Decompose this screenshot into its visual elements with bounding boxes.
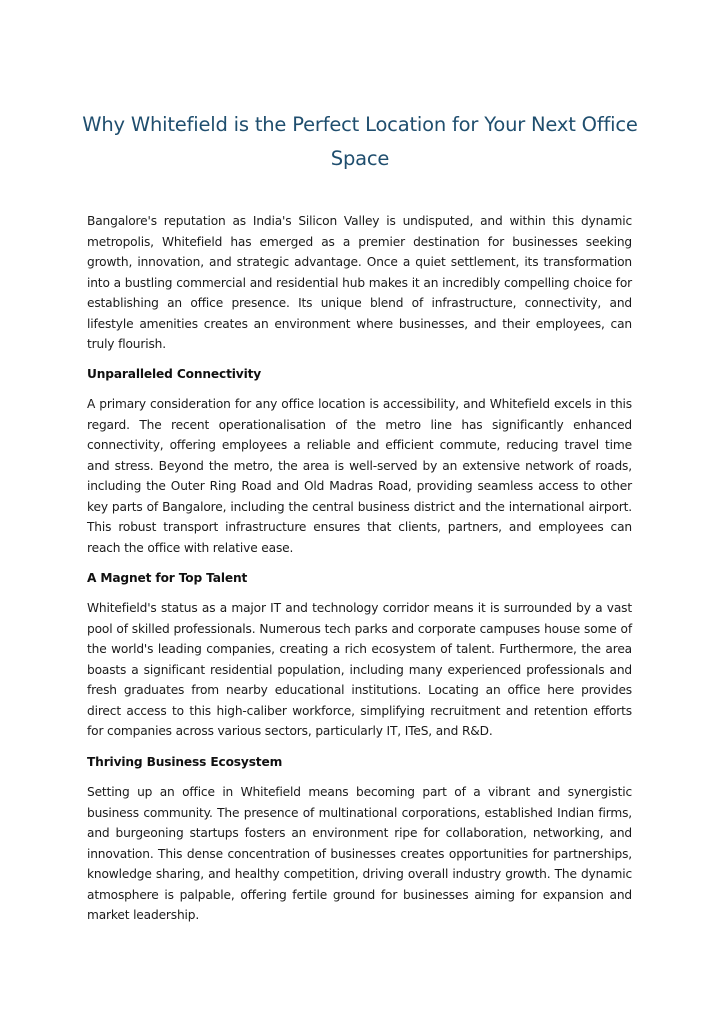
page-title: Why Whitefield is the Perfect Location for Your Next Office Space — [82, 113, 638, 170]
section-heading-talent: A Magnet for Top Talent — [87, 571, 248, 585]
section-paragraph-ecosystem: Setting up an office in Whitefield means becoming part of a vibrant and synergistic business community. The presence of multinational corporations, established Indian firms, and burgeoning startups fosters an environment ripe for collaboration, networking, and innovation. This dense concentration of businesses creates opportunities for partnerships, knowledge sharing, and healthy competition, driving overall industry growth. The dynamic atmosphere is palpable, offering fertile ground for businesses aiming for expansion and market leadership. — [87, 785, 632, 922]
section-paragraph-talent: Whitefield's status as a major IT and technology corridor means it is surrounded by a vast pool of skilled professionals. Numerous tech parks and corporate campuses house some of the world's leading companies, creating a rich ecosystem of talent. Furthermore, the area boasts a significant residential population, including many experienced professionals and fresh graduates from nearby educational institutions. Locating an office here provides direct access to this high-caliber workforce, simplifying recruitment and retention efforts for companies across various sectors, particularly IT, ITeS, and R&D. — [87, 601, 632, 738]
intro-paragraph: Bangalore's reputation as India's Silicon Valley is undisputed, and within this dynamic metropolis, Whitefield has emerged as a premier destination for businesses seeking growth, innovation, and strategic advantage. Once a quiet settlement, its transformation into a bustling commercial and residential hub makes it an incredibly compelling choice for establishing an office presence. Its unique blend of infrastructure, connectivity, and lifestyle amenities creates an environment where businesses, and their employees, can truly flourish. — [87, 214, 632, 351]
section-paragraph-connectivity: A primary consideration for any office location is accessibility, and Whitefield excels in this regard. The recent operationalisation of the metro line has significantly enhanced connectivity, offering employees a reliable and efficient commute, reducing travel time and stress. Beyond the metro, the area is well-served by an extensive network of roads, including the Outer Ring Road and Old Madras Road, providing seamless access to other key parts of Bangalore, including the central business district and the international airport. This robust transport infrastructure ensures that clients, partners, and employees can reach the office with relative ease. — [87, 397, 632, 555]
section-heading-connectivity: Unparalleled Connectivity — [87, 367, 262, 381]
section-heading-ecosystem: Thriving Business Ecosystem — [87, 755, 283, 769]
